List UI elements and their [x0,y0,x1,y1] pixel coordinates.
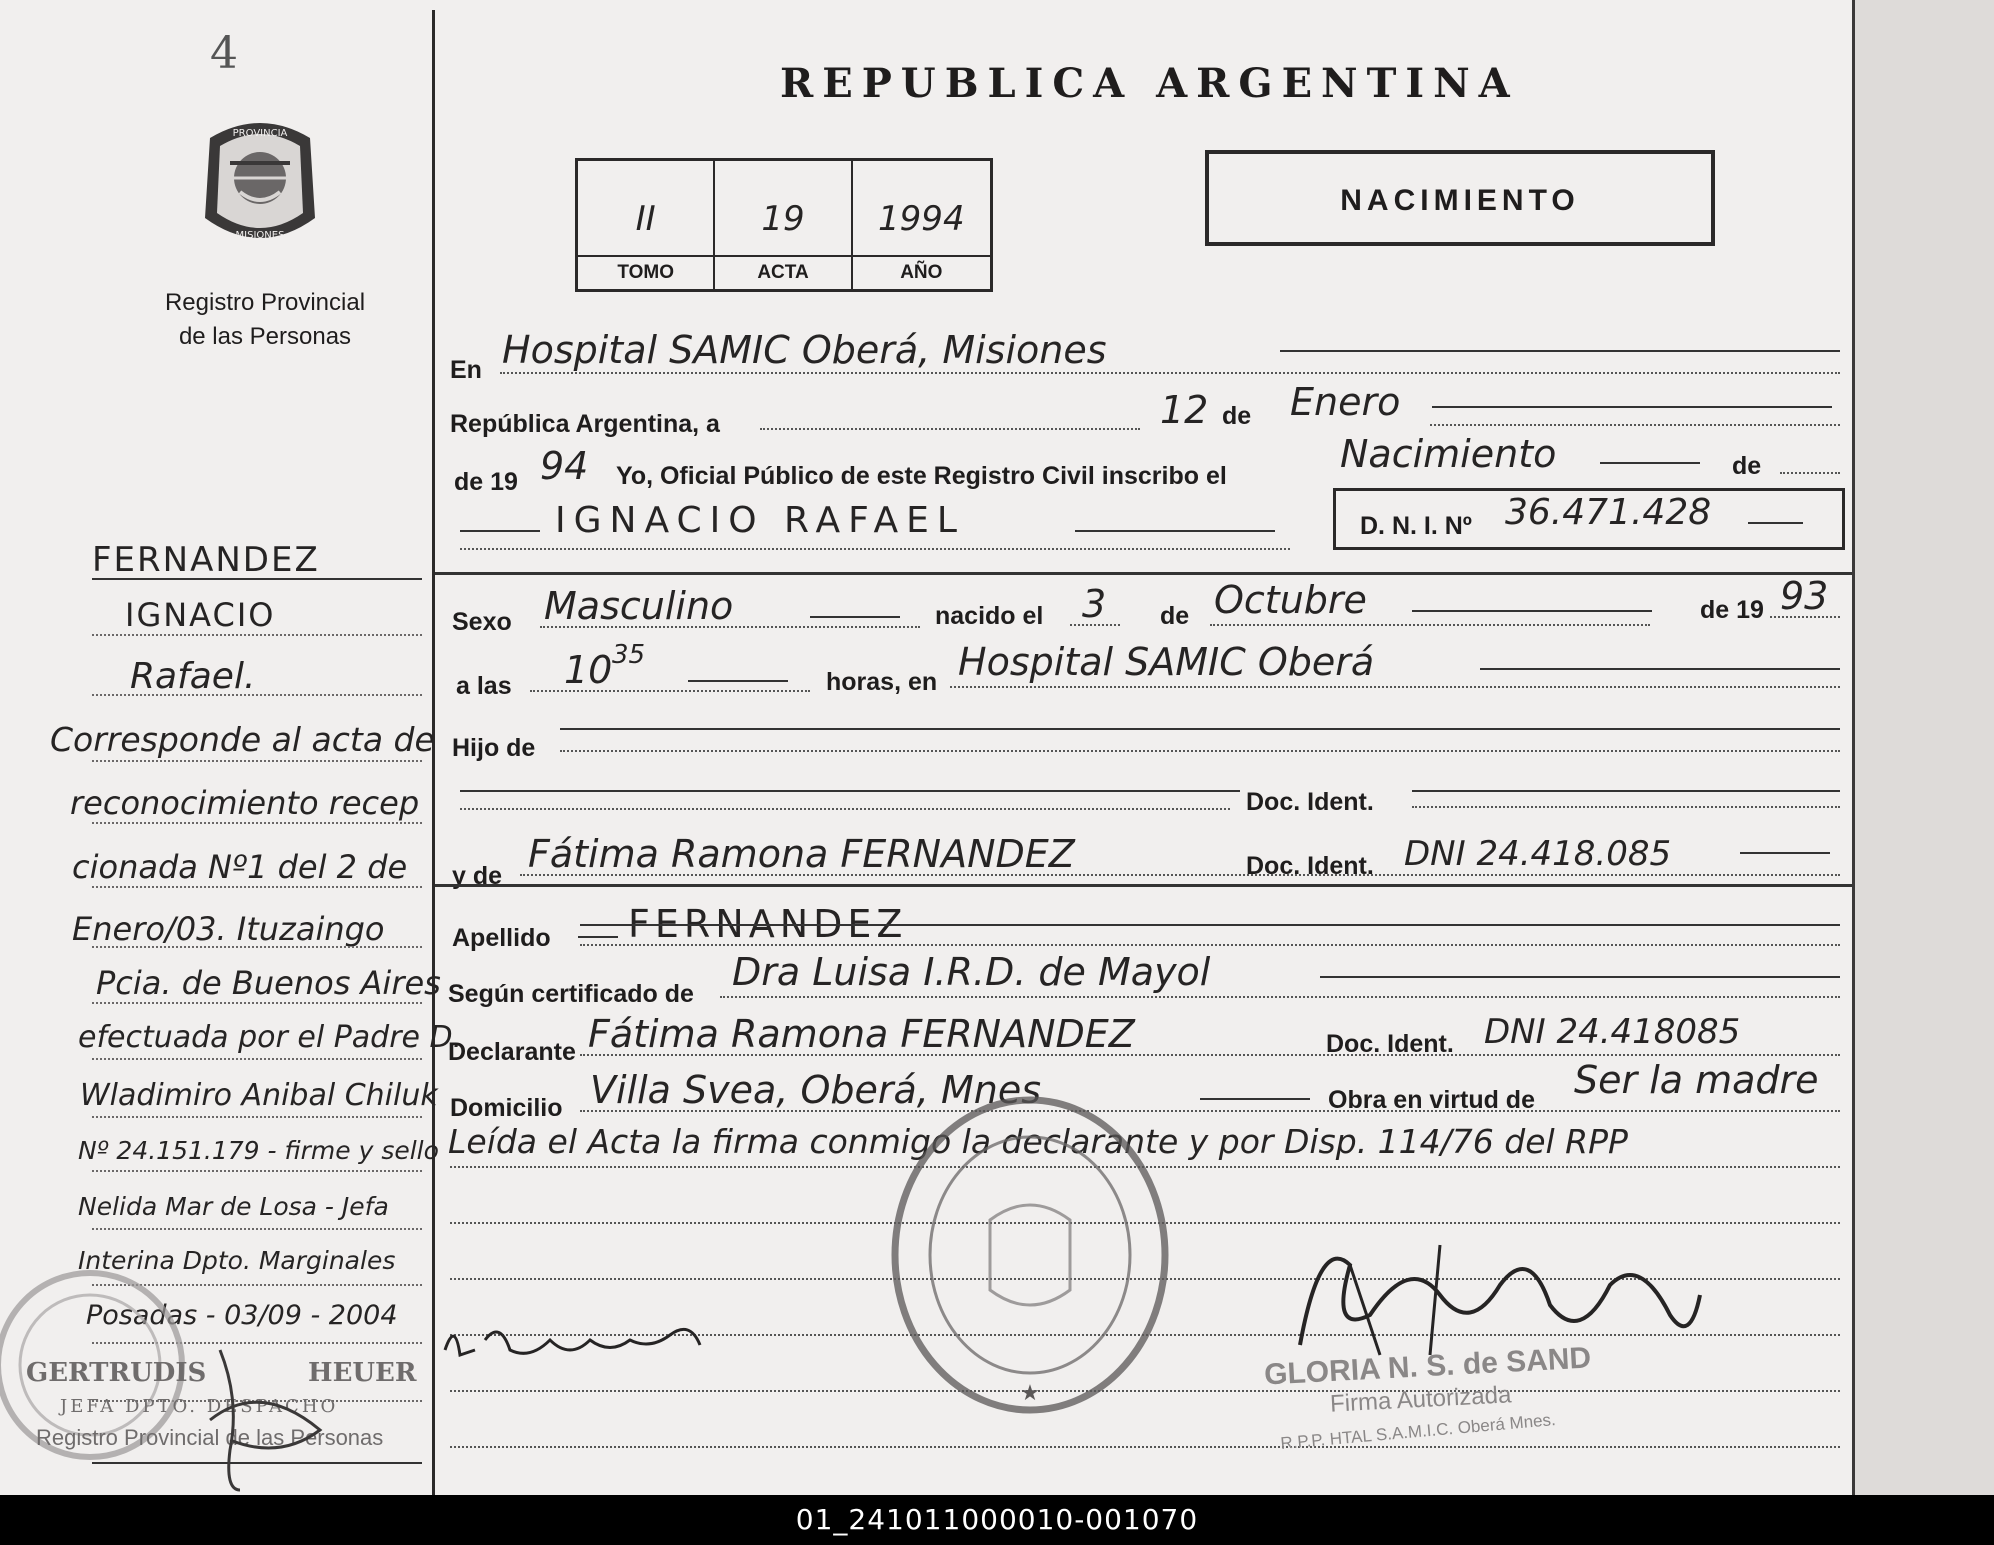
dni-value: 36.471.428 [1505,492,1712,533]
registration-year-suffix: 94 [540,444,589,488]
birth-place: Hospital SAMIC Oberá [958,640,1375,684]
dotted-line [1412,806,1840,808]
dotted-line [580,1110,1840,1112]
ano-label: AÑO [853,255,990,289]
margin-line [92,886,422,888]
crest-bottom-text: MISIONES [235,230,285,241]
dotted-line [1770,616,1840,618]
registry-title [130,286,400,354]
sexo-value: Masculino [544,584,734,628]
obra-label: Obra en virtud de [1328,1086,1535,1114]
birth-time-hour: 10 [564,648,613,692]
tomo-label: TOMO [578,255,713,289]
margin-note-line: Posadas - 03/09 - 2004 [86,1300,398,1331]
fill-rule [580,924,1840,926]
margin-surname: FERNANDEZ [92,540,320,580]
section-rule [435,572,1852,575]
country-header: REPUBLICA ARGENTINA [780,60,1519,107]
official-place: R.P.P. HTAL S.A.M.I.C. Oberá Mnes. [1279,1410,1557,1454]
margin-line [92,822,422,824]
margin-rule [92,578,422,580]
dotted-line [720,996,1840,998]
margin-note-line: Nelida Mar de Losa - Jefa [78,1192,389,1221]
page-number: 4 [210,28,238,79]
fill-rule [1412,790,1840,792]
ano-cell [853,161,990,289]
fill-rule [1600,462,1700,464]
margin-line [92,1058,422,1060]
dotted-line [500,372,1840,374]
mother-doc-label: Doc. Ident. [1246,852,1374,880]
registry-title-line1: Registro Provincial [164,289,366,316]
sexo-label: Sexo [452,608,512,636]
dotted-line [950,686,1840,688]
de-19-label: de 19 [454,468,518,496]
document-type-box: NACIMIENTO [1205,150,1715,246]
father-doc-label: Doc. Ident. [1246,788,1374,816]
left-stamp-registry: Registro Provincial de las Personas [36,1425,384,1450]
margin-line [92,1002,422,1004]
fill-rule [1432,406,1832,408]
margin-given-name-1: IGNACIO [125,596,276,634]
dotted-line [530,690,810,692]
official-name: GLORIA N. S. de SAND [1263,1341,1592,1392]
birth-month: Octubre [1214,578,1367,622]
yo-text: Yo, Oficial Público de este Registro Civil inscribo el [616,462,1227,490]
margin-note-line: Pcia. de Buenos Aires [96,964,441,1002]
fill-rule [1480,668,1840,670]
dni-label: D. N. I. Nº [1360,512,1472,540]
official-seal-stamp-icon [885,1090,1175,1420]
de-label: de [1222,402,1252,430]
declarant-signature [440,1300,740,1370]
declarante-doc-value: DNI 24.418085 [1484,1012,1741,1052]
margin-note-line: reconocimiento recep [70,784,420,822]
margin-line [92,946,422,948]
svg-text:★: ★ [1020,1380,1040,1405]
dotted-line [1070,624,1120,626]
misiones-crest-icon [190,108,330,258]
registry-title-line2: de las Personas [178,323,352,350]
segun-value: Dra Luisa I.R.D. de Mayol [732,950,1211,994]
margin-given-name-2: Rafael. [130,656,256,697]
dotted-line [560,750,1840,752]
fill-rule [1280,350,1840,352]
margin-note-line: cionada Nº1 del 2 de [72,848,408,886]
birth-year: 93 [1780,574,1829,618]
fill-rule [560,728,1840,730]
declarante-value: Fátima Ramona FERNANDEZ [588,1012,1135,1056]
margin-line [92,634,422,636]
en-value: Hospital SAMIC Oberá, Misiones [502,328,1107,372]
tomo-cell [578,161,715,289]
hijo-label: Hijo de [452,734,536,762]
dotted-line [460,808,1230,810]
margin-line [92,694,422,696]
inscribo-value: Nacimiento [1340,432,1557,476]
next-page-edge [1852,0,1994,1495]
dotted-line [460,548,1290,550]
birth-time-minutes: 35 [612,640,646,670]
margin-note-line: Corresponde al acta de [50,720,435,759]
margin-line [92,1170,422,1172]
birth-de-label: de [1160,602,1190,630]
ano-value: 1994 [878,199,965,239]
dotted-line [760,428,1140,430]
fill-rule [688,680,788,682]
registration-number-table [575,158,993,292]
dotted-line [580,1054,1840,1056]
dotted-line [1210,624,1650,626]
margin-line [92,760,422,762]
official-title: Firma Autorizada [1329,1381,1512,1418]
margin-signature [180,1340,380,1495]
apellido-value: FERNANDEZ [628,902,908,946]
fill-rule [1075,530,1275,532]
y-de-label: y de [452,862,503,890]
birth-day: 3 [1082,582,1107,626]
a-las-label: a las [456,672,512,700]
dotted-line [580,944,1840,946]
domicilio-label: Domicilio [450,1094,563,1122]
left-stamp-name: GERTRUDIS [26,1358,207,1388]
crest-top-text: PROVINCIA [232,128,288,139]
registration-day: 12 [1160,388,1209,432]
official-signature [1290,1225,1710,1365]
nacido-label: nacido el [935,602,1044,630]
margin-line [92,1116,422,1118]
margin-note-line: Enero/03. Ituzaingo [72,910,385,948]
fill-rule [1200,1098,1310,1100]
fill-rule [1320,976,1840,978]
mother-doc-value: DNI 24.418.085 [1404,834,1672,874]
leida-text: Leída el Acta la firma conmigo la declarante y por Disp. 114/76 del RPP [448,1122,1628,1161]
apellido-label: Apellido [452,924,551,952]
dotted-line [520,874,1840,876]
fill-rule [578,936,618,938]
tomo-value: II [635,199,656,239]
en-label: En [450,356,482,384]
registration-month: Enero [1290,380,1401,424]
declarante-doc-label: Doc. Ident. [1326,1030,1454,1058]
acta-value: 19 [761,199,805,239]
horas-label: horas, en [826,668,938,696]
fill-rule [460,530,540,532]
dotted-line [1780,472,1840,474]
dotted-line [540,626,920,628]
left-stamp-title: JEFA DPTO. DESPACHO [60,1396,339,1417]
margin-note-line: Interina Dpto. Marginales [78,1246,396,1275]
acta-cell [715,161,852,289]
declarante-label: Declarante [448,1038,576,1066]
republica-label: República Argentina, a [450,410,720,438]
dotted-line [1430,424,1840,426]
mother-name: Fátima Ramona FERNANDEZ [528,832,1075,876]
fill-rule [460,790,1240,792]
child-name: IGNACIO RAFAEL [555,500,965,541]
fill-rule [1748,522,1803,524]
image-caption: 01_241011000010-001070 [0,1495,1994,1545]
acta-label: ACTA [715,255,850,289]
margin-note-line: Nº 24.151.179 - firme y sello [78,1136,439,1165]
domicilio-value: Villa Svea, Oberá, Mnes [590,1068,1041,1112]
margin-note-line: Wladimiro Anibal Chiluk [80,1078,438,1113]
de-end-label: de [1732,452,1762,480]
fill-rule [1740,852,1830,854]
margin-note-line: efectuada por el Padre D. [78,1020,463,1055]
fill-rule [810,616,900,618]
left-stamp-name2: HEUER [308,1358,417,1388]
segun-label: Según certificado de [448,980,694,1008]
birth-year-label: de 19 [1700,596,1764,624]
dotted-line [450,1446,1840,1448]
fill-rule [1412,610,1652,612]
obra-value: Ser la madre [1574,1058,1819,1102]
section-rule [435,884,1852,887]
